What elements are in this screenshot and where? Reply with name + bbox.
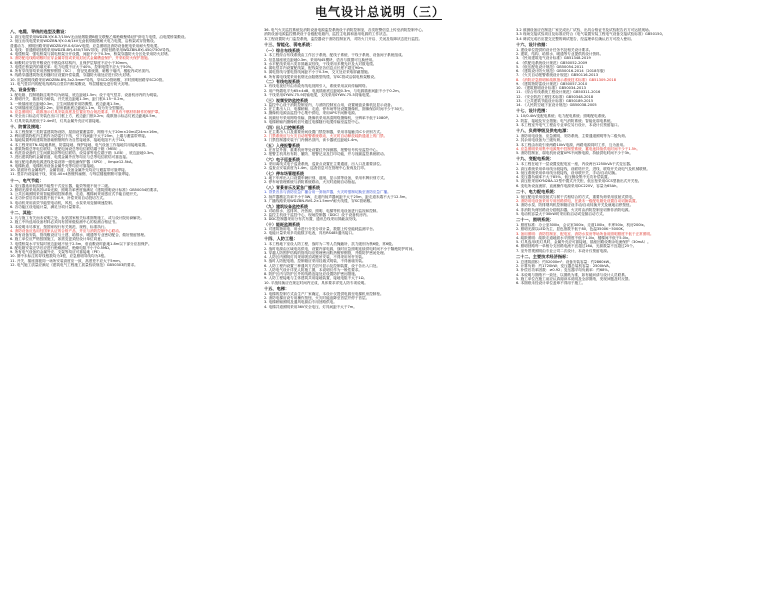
text-line: 5. 弱电管线与强电管线间距不小于0.3m，交叉处应采取屏蔽措施。: [264, 70, 372, 75]
text-line: 2. 照明光源以LED为主，显色指数不低于80，色温3500K~5000K。: [516, 227, 627, 232]
text-line: 7. 电缆桥架水平安装时底边距地不低于2.5m，垂直敷设时距地1.8m以下部分应加保护。: [10, 241, 152, 246]
text-line: 6. 施工单位应严格按图施工，如需变更须经设计单位同意。: [10, 237, 105, 242]
text-line: 36. 电气火灾监控系统及消防设备电源监控系统设于消防控制室，各类报警信息上传至消防控制中心。: [264, 28, 426, 32]
text-line: 4. 变压器负载率不大于85%，低压侧设集中无功补偿装置。: [516, 175, 612, 179]
text-line: 12. 《安全防范工程技术标准》GB50348-2018: [516, 94, 594, 99]
text-line: 6. 暗敷时应穿管并敷设在不燃烧体结构内，且保护层厚度不应小于30mm。: [10, 60, 131, 65]
text-line: 3. 穿越人防围护结构的管线均应预埋密闭肋热镀锌钢管，并做防护密闭处理。: [264, 250, 388, 255]
text-line: 3. 水平配线采用六类非屏蔽双绞线，干线采用多模光纤及大对数电缆。: [264, 61, 377, 66]
section-heading: 十四、人防工程：: [264, 236, 298, 242]
text-line: 3. 补偿后功率因数：≥0.92；变压器平均负载率：约68%。: [516, 268, 612, 273]
text-line: 4. 弱电竖井内设置配线架，配线架至各信息点长度不超过90m。: [264, 66, 367, 71]
section-heading: 十五、电梯：: [264, 285, 290, 291]
text-line: 3. DDC控制器采用分布式布置，通讯总线采用屏蔽双绞线。: [264, 217, 360, 222]
text-line: 1. 凡与施工有关而未说明之处，参见国家相关标准图集施工，或与设计院协商解决。: [10, 216, 144, 220]
text-line: 6. 有洗浴设备的卫生间做局部等电位联结，设局部等电位端子箱（LEB），底边距地0.3m。: [10, 151, 157, 155]
text-line: 4. 人防区内照明灯具采用吸顶或链吊安装，不得采用吊杆安装。: [264, 255, 366, 260]
text-line: 3. 本工程由市政引来两路10kV电源，两路电源同时工作，互为备用。: [516, 142, 627, 147]
text-line: 3.2 被测设备应在制造厂家完成出厂试验，出具合格证书及试验报告后方可运抵现场。: [516, 28, 653, 32]
text-line: 6. 变电所设直流屏，直流操作电源采用DC220V，容量为65Ah。: [516, 183, 620, 188]
text-line: 11. 电气竖井内的配电线路均沿竖井内桥架敷设，每层楼板处进行防火封堵。: [10, 81, 132, 86]
section-heading: 十三、智能化、弱电系统：: [264, 41, 315, 47]
text-line: 2. 电能计量采用多功能数字电表，具有RS485通讯接口。: [264, 231, 356, 236]
text-column-2: [264, 28, 502, 602]
text-line: 1. 建设单位提供的设计任务书及相关设计要求。: [516, 47, 593, 52]
text-line: 1. 消防用电设备、应急照明、安防系统、主要通道照明等为二级负荷。: [516, 134, 629, 138]
section-heading: 十一、电气节能：: [10, 177, 44, 183]
text-line: 1. 在主要出入口及重要房间设置门禁控制器，采用非接触式IC卡识别方式。: [264, 129, 384, 134]
text-line: 2. 巡查点安装高度为1.4m，巡查信息可在管理中心查询及打印。: [264, 166, 368, 171]
text-line: 3. 干线采用SYWV-75-9同轴电缆，支线采用SYWV-75-5同轴电缆。: [264, 92, 373, 97]
text-line: 2. 建筑、结构、给排水、暖通等专业提供的设计资料。: [516, 52, 604, 56]
section-heading: 八、电缆、导线的选型及敷设：: [10, 29, 69, 34]
text-line: 2. 在主要出入口、电梯轿厢、走道、停车场等处设置摄像机，图像保存时间不少于30天。: [264, 107, 407, 112]
text-line: 6. 所有弱电线缆采用低烟无卤阻燃型线缆，穿SC管或沿弱电桥架敷设。: [264, 74, 378, 79]
text-line: 3. 本说明未尽事宜，按国家现行有关规范、规程、标准执行。: [10, 224, 109, 229]
text-line: 7. 《火灾自动报警系统设计规范》GB50116-2013: [516, 73, 599, 78]
text-line: 1. 10/0.4kV变配电系统；电力配电系统；照明配电系统。: [516, 114, 609, 119]
text-line: 5. 《低压配电设计规范》GB50054-2011: [516, 64, 584, 69]
subsection-heading: （七）停车场管理系统: [264, 171, 304, 177]
text-line: 3. 摄像机电源由监控中心集中供电，采用UPS不间断电源。: [264, 111, 359, 116]
text-line: 2. 战时电源由区域电站供电，设置内部电源，战时应急照明连续供电时间不小于隔绝防护时间。: [264, 246, 416, 251]
text-line: 5. 高压柜采用KYN28A-12型中置式开关柜，低压柜采用GCS型抽出式开关柜。: [516, 179, 642, 184]
text-line: 4. 应急照明采用集中电源集中控制型系统，蓄电池持续供电时间不少于1.5h。: [516, 146, 640, 151]
text-line: 4. 《供配电系统设计规范》GB50052-2009: [516, 60, 588, 65]
text-line: 1. 采用离线式电子巡查系统，巡查点设置在主要通道、出入口及重要部位。: [264, 162, 384, 167]
section-heading: 十七、设计范围：: [516, 108, 550, 114]
text-line: 2. 报警主机具有布防、撤防、报警记录及打印功能，并与视频监控系统联动。: [264, 152, 388, 157]
text-line: 1. 地下车库出入口设置车辆识别、道闸、显示屏等设备，采用车牌识别方式。: [264, 176, 388, 181]
text-line: 1. 背景音乐与消防应急广播合用一套扬声器，火灾时强制切换至消防应急广播。: [264, 190, 391, 195]
text-line: 10. 平战转换应在规定时间内完成，具体要求详见人防专项说明。: [264, 280, 368, 285]
text-line: 3. 消防水泵、防排烟风机控制箱应设手动/自动转换开关及就地启停按钮。: [516, 203, 634, 208]
text-line: 4. 疏散照明：疏散走道地面水平照度不低于1.0lx，楼梯间不低于5.0lx。: [516, 235, 632, 240]
subsection-heading: （四）出入口控制系统: [264, 124, 304, 130]
text-column-1: [10, 28, 248, 602]
text-line: 8. 配电箱安装完毕后应进行绝缘测试，绝缘电阻不小于0.5MΩ。: [10, 245, 113, 250]
text-line: 2. 信息插座底边距地0.3m，采用RJ45模块，语音与数据可互换使用。: [264, 57, 376, 62]
text-line: 7. 进出建筑物的金属管道、电缆金属外皮等均应与总等电位联结可靠连接。: [10, 155, 130, 160]
text-line: 6. 照明回路每一单相分支回路电流不宜超过16A，光源数量不宜超过25个。: [516, 244, 637, 249]
text-line: 7. 灯具安装高度低于2.4m时，灯具金属外壳应可靠接地。: [10, 118, 103, 123]
text-line: 普通动力、照明回路采用WDZB-YJY-0.6/1kV电缆；应急照明及消防设备配电采用耐火型电缆。: [10, 43, 161, 48]
subsection-heading: （三）视频安防监控系统: [264, 97, 308, 103]
text-line: 3. 《民用建筑电气设计标准》GB51348-2019: [516, 56, 591, 61]
text-line: 1. 本工程综合布线系统由工作区子系统、配线子系统、干线子系统、设备间子系统组成。: [264, 53, 406, 58]
text-line: 3. 门禁控制器安装于门内侧吊顶内，读卡器底边距地1.4m。: [264, 138, 361, 143]
text-line: 5. 电动机容量大于30kW时采用软启动或变频启动方式。: [516, 211, 607, 216]
text-line: 10. 应急照明线路采用WDZBN-BYJ-3x2.5mm²导线，穿SC20管暗敷，平时照明回路穿SC20管。: [10, 77, 166, 82]
text-line: 2. 消防电梯应设专用操作按钮，火灾时能迫降至首层并停于首层。: [264, 296, 370, 301]
text-line: 8. 低压配电系统电源进线处装设第一级电涌保护器（SPD），Iimp≥12.5kA。: [10, 159, 136, 164]
text-line: 10. 《建筑照明设计标准》GB50034-2013: [516, 86, 586, 90]
text-line: 1. 变压器选用低损耗节能型干式变压器，能效等级不低于二级。: [10, 183, 112, 188]
text-line: 1. 配电箱、控制箱除注明外均为暗装，底边距地1.5m；设于电气竖井、设备机房内的为明装。: [10, 93, 161, 97]
text-line: 1. 在首层外窗、重要机房等处设置红外探测器，报警信号传至监控中心。: [264, 147, 380, 152]
text-line: 2. 监控主机设于监控中心，现场控制器（DDC）设于设备机房内。: [264, 212, 371, 217]
subsection-heading: （一）综合布线系统: [264, 48, 300, 54]
text-line: 2. 扬声器额定功率不小于3W，走道内扬声器间距不大于25m，距走道末端不大于12.5m。: [264, 194, 409, 199]
text-line: 5. 应急照明灯、疏散指示灯具安装高度及位置应符合规范要求，并具有不燃材料制作的保护罩。: [10, 110, 162, 114]
text-line: 2. 照明开关、插座均为暗装，开关底边距地1.3m，距门框0.15~0.2m。: [10, 97, 127, 102]
text-line: 2. 用户终端电平为65±4dB，电视插座底边距地0.3m，与电源插座间距不小于0.2m。: [264, 88, 403, 93]
text-line: 3. 本工程室外电气工程由专业单位另行设计，本设计仅预留接口。: [516, 122, 622, 127]
subsection-heading: （九）建筑设备监控系统: [264, 203, 308, 209]
text-line: 1. 总建筑面积：约52000m²；设备安装容量：约2860kW。: [516, 259, 613, 264]
text-line: 5. 电动机采用高效节能型电动机，风机、水泵采用变频调速控制。: [10, 200, 116, 205]
text-line: 2. 计算负荷：约1720kW；变压器总装机容量：2500kVA。: [516, 264, 613, 268]
section-heading: 二十一、照明系统：: [516, 217, 554, 222]
text-line: 4. 电缆桥架：强电桥架与弱电桥架分开设置，间距不小于0.3m，桥架穿越防火分区处采用防火封堵。: [10, 52, 172, 56]
section-heading: 十八、负荷等级及供电电源：: [516, 128, 571, 133]
text-line: 9. 人防工程接地与主体建筑共用接地装置，接地电阻不大于1Ω。: [264, 276, 368, 281]
text-line: 2. 消防用电设备采用专用回路供电，在最末一级配电箱处设置自动切换装置。: [516, 199, 640, 203]
section-heading: 十二、其他：: [10, 210, 36, 215]
text-line: 11. 《综合布线系统工程设计规范》GB50311-2016: [516, 90, 601, 95]
text-line: 9. 线路穿越建筑物变形缝时应设置补偿装置，穿越防火墙处应进行防火封堵。: [10, 73, 134, 78]
text-line: 4. 本说明与图纸不一致处，以图纸为准，如有疑问请与设计人员联系。: [516, 272, 629, 277]
subsection-heading: （十）能耗监测系统: [264, 221, 300, 227]
text-line: 3. 广播线路采用WDZBN-RVS-2×1.5mm²耐火线缆，穿SC管暗敷。: [264, 198, 374, 203]
text-line: 7. 人防电气设计详见人防施工图，本说明仅作为一般性要求。: [264, 267, 363, 272]
subsection-heading: （八）背景音乐及紧急广播系统: [264, 185, 320, 191]
text-line: 3. 低压系统采用单母线分段接线，设母联开关，手动/自动切换。: [516, 170, 619, 175]
text-line: 1. 本工程地下室设人防工程，战时为二等人员掩蔽所，抗力级别为核6级、常6级。: [264, 242, 396, 247]
text-line: 1. 监控中心设于消防控制室内，与消防控制室合用，设置硬盘录像机及显示设备。: [264, 102, 395, 107]
text-line: 2. 门禁系统应与火灾自动报警系统联动，火灾时自动释放疏散通道上的门禁。: [264, 133, 388, 138]
text-line: 4. 非消防负荷回路设分励脱扣器，火灾时由消防控制室切断非消防电源。: [516, 207, 632, 212]
text-line: 6. 各功能区设电能计量，满足分项计量要求。: [10, 204, 83, 209]
text-line: 5. 灯具选用Ⅰ类灯具时，金属外壳应可靠接地，插座回路设剩余电流保护（30mA）。: [516, 240, 651, 244]
text-line: 4. 消防设备应选用经国家认证的合格产品，并应与消防控制中心联动。: [10, 228, 123, 233]
text-line: 8. 防护区内与防护区外的线路连接处应设置防护密闭措施。: [264, 272, 359, 277]
text-line: 1. 低压配电采用放射式与树干式相结合的方式，重要负荷采用放射式供电。: [516, 194, 636, 199]
text-line: 2. 利用建筑物柱内主筋作为防雷引下线，引下线间距不大于25m，上端与避雷带焊接。: [10, 134, 149, 138]
text-line: 1. 电梯的控制方式由生产厂家确定，本设计仅提供电源至电梯机房控制柜。: [264, 291, 384, 296]
text-line: 3.3 现场交接试验项目及标准应符合《电气装置安装工程电气设备交接试验标准》GB50150。: [516, 32, 666, 37]
text-line: 11. 竖井内设接地干线，采用-40×4热镀锌扁钢，与每层楼板钢筋可靠焊接。: [10, 172, 133, 177]
text-line: 5. 施工单位在施工前应认真阅读本说明及全部图纸，发现问题及时反馈。: [516, 276, 632, 281]
text-line: 1. 本工程按第三类防雷建筑物设防，屋面设置避雷带，网格不大于20m×20m或24m×16m。: [10, 129, 161, 134]
subsection-heading: （五）入侵报警系统: [264, 142, 300, 148]
text-line: 13. 《公共建筑节能设计标准》GB50189-2015: [516, 98, 594, 103]
text-line: 9. 所有电气设备的金属外壳、支架等均应可靠接地（PE）。: [10, 250, 106, 254]
text-line: 12. 电气施工质量应满足《建筑电气工程施工质量验收规范》GB50303的要求。: [10, 262, 138, 267]
subsection-heading: （二）有线电视系统: [264, 79, 300, 85]
text-line: 1. 对建筑物用电、用水进行分类分项计量，数据上传至能耗监测平台。: [264, 226, 377, 231]
text-line: 4. 空调插座底边距地2.2m，厨房插座底边距地1.1m，均为安全型插座。: [10, 105, 127, 110]
text-line: 10. 图中未标注的导线根数均为3根，应急照明导线均为3根。: [10, 254, 108, 259]
section-heading: 十九、变配电系统：: [516, 156, 554, 162]
text-line: 2. 高压系统采用单母线分段接线，设联络开关，进线、联络开关设电气及机械联锁。: [516, 166, 650, 171]
section-heading: 二十二、主要技术经济指标：: [516, 253, 571, 259]
text-line: 2. 照明光源采用高效LED光源，照明功率密度值满足《建筑照明设计标准》GB50034的要求。: [10, 187, 161, 192]
section-heading: 二十、电力配电系统：: [516, 188, 558, 194]
text-line: 3.4 调试完成后应提交完整的调试报告，经监理单位确认后方可投入使用。: [516, 36, 635, 41]
text-line: 14. 《人民防空地下室设计规范》GB50038-2005: [516, 103, 597, 107]
text-column-3: [516, 28, 754, 602]
text-line: 1. 本工程在地下一层设置变配电室一座，内设两台1250kVA干式变压器。: [516, 162, 634, 167]
text-line: 1. 有线电视信号由市政有线电视网引入，系统采用双向传输网络。: [264, 84, 370, 89]
text-line: 3. 电梯轿厢照明及通风电源由专用回路供电。: [264, 300, 337, 305]
text-line: 6. 本图纸未经设计单位盖章不得用于施工。: [516, 281, 586, 285]
text-line: 2. 施工中所选用设备材料必须具有国家级检测中心的检测合格证书。: [10, 220, 119, 225]
section-heading: 十、防雷及接地：: [10, 123, 44, 129]
text-line: 5. 消防配电线路明敷时应穿金属导管或采用封闭式金属槽盒保护，并采取防火保护措施。: [10, 56, 152, 61]
text-line: 3. 备用照明：消防控制室、配电室、消防水泵房等场所备用照明照度不低于正常照明。: [516, 231, 654, 236]
document-title: 电气设计总说明（三）: [314, 5, 445, 19]
text-line: 2. 防雷、接地及安全措施；电气消防系统；智能化弱电系统。: [516, 118, 615, 123]
text-line: 4. 电梯井道照明采用36V安全电压，灯具间距不大于7m。: [264, 304, 357, 309]
text-line: 8. 《消防应急照明和疏散指示系统技术标准》GB51309-2018: [516, 77, 616, 82]
text-line: 9. 电梯轨道、电梯机房设备金属外壳等均应可靠接地。: [10, 163, 98, 168]
text-line: 5. 建筑物做总等电位联结，在配电间设总等电位联结端子箱（MEB）。: [10, 146, 124, 151]
section-heading: 十六、设计依据：: [516, 41, 550, 47]
text-line: 7. 电缆在桥架内的填充率：电力电缆不应大于40%，控制电缆不应大于50%。: [10, 64, 135, 69]
text-line: 1. 照度标准：办公室300lx，会议室300lx，走道100lx，车库50lx，机房200lx。: [516, 223, 648, 227]
text-line: 4. 无功补偿后功率因数不低于0.9，补偿采用自动投切方式。: [10, 196, 107, 201]
text-line: 7. 室外景观照明由专业公司二次设计，本设计仅预留电源。: [516, 248, 611, 253]
text-line: 6. 安全出口标志灯安装在出口门框上方，底边距门框0.2m；疏散指示标志灯底边距地0.5m。: [10, 114, 159, 119]
section-heading: 九、设备安装：: [10, 87, 40, 92]
text-line: 1. 对给排水、送排风、冷热源、照明、电梯等机电设备进行监视和控制。: [264, 208, 380, 213]
text-line: 2. 低压出线电缆采用WDZBN-YJY-0.6/1kV无卤低烟阻燃耐火电力电缆，沿桥架或穿管敷设。: [10, 39, 158, 44]
text-line: 10. 屋面所有金属构件、金属管道、设备金属外壳均应与避雷带可靠焊接。: [10, 168, 129, 172]
text-line: 4. 视频信号采用网络传输，摄像机采用高清网络摄像机，分辨率不低于1080P。: [264, 115, 392, 120]
text-line: 6. 《建筑设计防火规范》GB50016-2014（2018年版）: [516, 69, 608, 73]
text-line: 本工程设置防火门监控系统，监控器设于消防控制室内，对防火门开启、关闭及故障状态进行监控。: [264, 36, 423, 41]
text-line: 5. 所有设备安装、管线敷设应与土建、给排水、暖通等专业密切配合，做好预留预埋。: [10, 233, 148, 237]
text-line: 3. 一般插座底边距地0.3m，卫生间插座采用防溅型，底边距地1.5m。: [10, 101, 123, 106]
text-line: 5. 电梯轿厢内摄像机信号通过电梯随行电缆传输至监控中心。: [264, 119, 363, 124]
text-line: 6. 人防工程内设置三种通风方式信号显示及控制装置，设于各出入口处。: [264, 263, 380, 268]
text-line: 8. 所有穿线管均采用热镀锌钢管（SC），管径见系统图，暗敷于墙内、楼板内或吊顶内。: [10, 69, 153, 73]
text-line: 4. 本工程采用TN-S接地系统，防雷接地、保护接地、电气设备工作接地共用接地装置。: [10, 142, 149, 147]
text-line: 11. 开关、插座面板同一场所安装高度应一致，高度差不应大于5mm。: [10, 258, 124, 263]
text-line: 2. 停车场管理系统与消防系统联动，火灾时道闸自动抬起。: [264, 180, 359, 185]
text-line: 3. 接地装置利用建筑物基础钢筋网作为自然接地体，接地电阻不大于1Ω。: [10, 138, 128, 143]
text-line: 1. 高压电缆采用WDZB-YJY-8.7/15kV无卤低烟阻燃B级交联聚乙烯绝缘聚烯烃护套电力电缆，沿电缆桥架敷设。: [10, 35, 189, 39]
text-line: 2. 其余用电设备为三级负荷。: [516, 138, 564, 143]
subsection-heading: （六）电子巡查系统: [264, 157, 300, 163]
text-line: 3. 公共区域照明采用智能照明控制系统，走道、楼梯间采用感应式节能自熄开关。: [10, 192, 141, 196]
text-line: 3. 电线：普通照明回路采用WDZB-BYJ-450/750V导线；消防回路采用WDZBN-BYJ-450/750V导线。: [10, 47, 173, 52]
text-line: 消防设备电源监控模块设于各级配电箱内，监控主电源和备用电源的工作状态。: [264, 32, 390, 37]
text-line: 9. 《建筑物防雷设计规范》GB50057-2010: [516, 81, 588, 86]
title-underline: [318, 19, 442, 20]
text-line: 5. 消防控制室、弱电机房设置UPS不间断电源，持续供电时间不少于3h。: [516, 151, 633, 155]
text-line: 5. 战时人防配电箱、控制箱应采用挂墙式明装，不得嵌墙安装。: [264, 259, 366, 264]
